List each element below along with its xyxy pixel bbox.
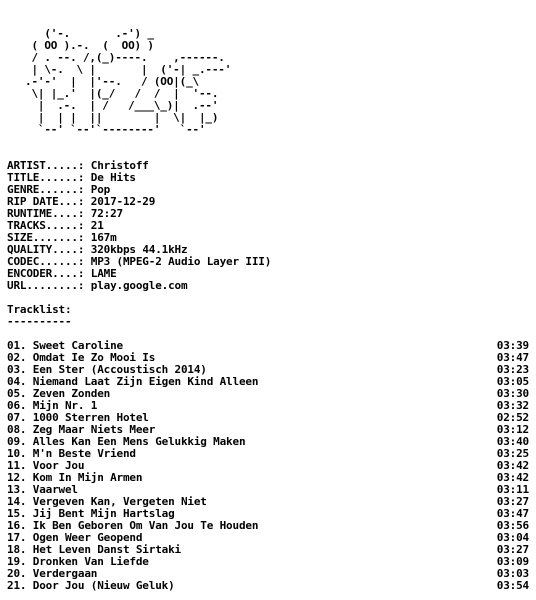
track-time: 03:27 — [496, 495, 529, 508]
meta-row-quality: QUALITY .... : 320kbps 44.1kHz — [7, 244, 529, 256]
meta-row-genre: GENRE ...... : Pop — [7, 184, 529, 196]
track-time: 03:23 — [496, 363, 529, 376]
track-row: 18. Het Leven Danst Sirtaki 03:27 — [7, 543, 529, 556]
track-row: 03. Een Ster (Accoustisch 2014) 03:23 — [7, 363, 529, 376]
track-name: Voor Jou — [32, 460, 85, 472]
track-time: 03:47 — [496, 507, 529, 520]
track-name: Mijn Nr. 1 — [32, 400, 98, 412]
track-row: 05. Zeven Zonden 03:30 — [7, 387, 529, 400]
meta-value-url: play.google.com — [90, 279, 188, 292]
track-time: 02:52 — [496, 411, 529, 424]
meta-row-runtime: RUNTIME .... : 72:27 — [7, 208, 529, 220]
track-row: 17. Ogen Weer Geopend 03:04 — [7, 531, 529, 544]
nfo-document — [7, 28, 529, 592]
meta-row-artist: ARTIST ..... : Christoff — [7, 160, 529, 172]
track-row: 01. Sweet Caroline 03:39 — [7, 339, 529, 352]
tracklist-heading: Tracklist: — [7, 303, 72, 316]
track-row: 10. M'n Beste Vriend 03:25 — [7, 447, 529, 460]
track-row: 21. Door Jou (Nieuw Geluk) 03:54 — [7, 579, 529, 592]
track-row: 07. 1000 Sterren Hotel 02:52 — [7, 411, 529, 424]
track-name: Vergeven Kan, Vergeten Niet — [32, 496, 207, 508]
track-row: 06. Mijn Nr. 1 03:32 — [7, 399, 529, 412]
meta-value-artist: Christoff — [90, 159, 149, 172]
ascii-logo: ('-. .-') _ ( OO ).-. ( OO) ) / . --. /,(_)----. ,------. | \-. \ | | ('-| _.---' .-'-' | |'--. / (OO|(_\ \| |_.' |(_/ / / | '--. | .-. | / /___\_)| .--' | | | || | \| |_) `--' `--'`--------' `--' — [25, 27, 232, 136]
track-row: 08. Zeg Maar Niets Meer 03:12 — [7, 423, 529, 436]
release-info — [7, 160, 529, 292]
track-time: 03:04 — [496, 531, 529, 544]
tracklist — [7, 340, 529, 592]
track-name: Alles Kan Een Mens Gelukkig Maken — [32, 436, 246, 448]
track-row: 14. Vergeven Kan, Vergeten Niet 03:27 — [7, 495, 529, 508]
track-row: 12. Kom In Mijn Armen 03:42 — [7, 471, 529, 484]
meta-value-genre: Pop — [90, 183, 111, 196]
track-row: 02. Omdat Ie Zo Mooi Is 03:47 — [7, 351, 529, 364]
track-row: 20. Verdergaan 03:03 — [7, 567, 529, 580]
meta-value-rip-date: 2017-12-29 — [90, 195, 156, 208]
track-name: Dronken Van Liefde — [32, 556, 149, 568]
track-time: 03:54 — [496, 579, 529, 592]
track-name: 1000 Sterren Hotel — [32, 412, 149, 424]
track-time: 03:11 — [496, 483, 529, 496]
track-row: 04. Niemand Laat Zijn Eigen Kind Alleen 03:05 — [7, 375, 529, 388]
track-time: 03:27 — [496, 543, 529, 556]
track-row: 16. Ik Ben Geboren Om Van Jou Te Houden 03:56 — [7, 519, 529, 532]
track-time: 03:47 — [496, 351, 529, 364]
track-name: Zeg Maar Niets Meer — [32, 424, 156, 436]
meta-value-runtime: 72:27 — [90, 207, 123, 220]
track-name: Het Leven Danst Sirtaki — [32, 544, 181, 556]
track-name: Kom In Mijn Armen — [32, 472, 143, 484]
meta-row-size: SIZE ....... : 167m — [7, 232, 529, 244]
meta-value-title: De Hits — [90, 171, 136, 184]
meta-row-url: URL ........ : play.google.com — [7, 280, 529, 292]
track-name: Ogen Weer Geopend — [32, 532, 143, 544]
track-name: M'n Beste Vriend — [32, 448, 136, 460]
track-time: 03:39 — [496, 339, 529, 352]
meta-row-codec: CODEC ...... : MP3 (MPEG-2 Audio Layer III) — [7, 256, 529, 268]
meta-value-tracks: 21 — [90, 219, 104, 232]
track-name: Zeven Zonden — [32, 388, 111, 400]
meta-value-encoder: LAME — [90, 267, 117, 280]
track-row: 11. Voor Jou 03:42 — [7, 459, 529, 472]
track-time: 03:40 — [496, 435, 529, 448]
track-time: 03:32 — [496, 399, 529, 412]
track-time: 03:42 — [496, 459, 529, 472]
meta-value-quality: 320kbps 44.1kHz — [90, 243, 188, 256]
meta-row-rip-date: RIP DATE ... : 2017-12-29 — [7, 196, 529, 208]
track-time: 03:05 — [496, 375, 529, 388]
tracklist-divider: ---------- — [7, 315, 72, 328]
track-time: 03:25 — [496, 447, 529, 460]
track-name: Een Ster (Accoustisch 2014) — [32, 364, 207, 376]
track-time: 03:03 — [496, 567, 529, 580]
track-name: Sweet Caroline — [32, 340, 123, 352]
meta-row-encoder: ENCODER .... : LAME — [7, 268, 529, 280]
meta-value-size: 167m — [90, 231, 117, 244]
track-row: 13. Vaarwel 03:11 — [7, 483, 529, 496]
track-name: Niemand Laat Zijn Eigen Kind Alleen — [32, 376, 259, 388]
meta-row-title: TITLE ...... : De Hits — [7, 172, 529, 184]
track-time: 03:42 — [496, 471, 529, 484]
track-name: Verdergaan — [32, 568, 98, 580]
meta-value-codec: MP3 (MPEG-2 Audio Layer III) — [90, 255, 272, 268]
track-time: 03:30 — [496, 387, 529, 400]
track-time: 03:12 — [496, 423, 529, 436]
track-name: Ik Ben Geboren Om Van Jou Te Houden — [32, 520, 259, 532]
meta-row-tracks: TRACKS ..... : 21 — [7, 220, 529, 232]
track-row: 19. Dronken Van Liefde 03:09 — [7, 555, 529, 568]
track-name: Vaarwel — [32, 484, 78, 496]
track-time: 03:56 — [496, 519, 529, 532]
track-name: Door Jou (Nieuw Geluk) — [32, 580, 175, 592]
track-row: 09. Alles Kan Een Mens Gelukkig Maken 03:40 — [7, 435, 529, 448]
track-name: Jij Bent Mijn Hartslag — [32, 508, 175, 520]
track-name: Omdat Ie Zo Mooi Is — [32, 352, 156, 364]
track-time: 03:09 — [496, 555, 529, 568]
track-row: 15. Jij Bent Mijn Hartslag 03:47 — [7, 507, 529, 520]
